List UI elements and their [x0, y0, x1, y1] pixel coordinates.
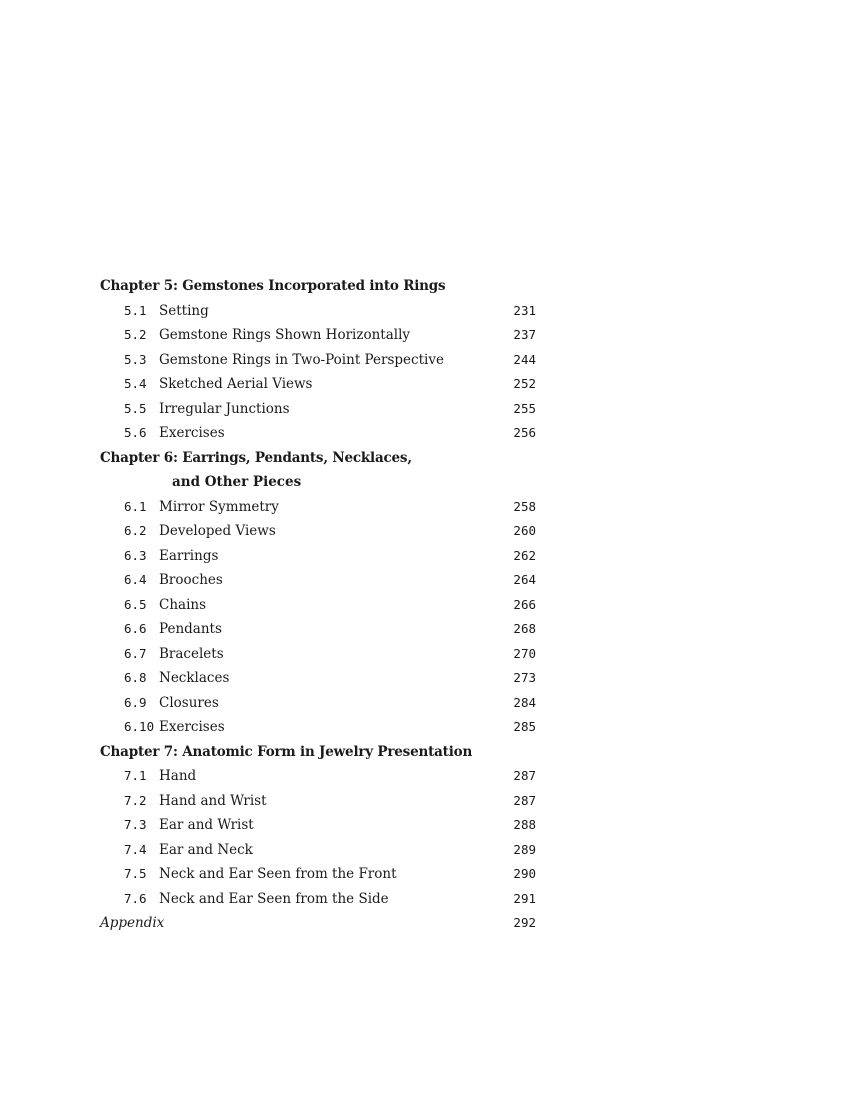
section-number: 6.7	[124, 645, 147, 661]
section-number: 5.6	[124, 425, 147, 440]
toc-entry[interactable]	[100, 397, 550, 422]
page-number: 270	[513, 645, 536, 661]
page-number: 273	[513, 670, 536, 685]
toc-entry[interactable]	[100, 715, 550, 740]
section-title: Gemstone Rings in Two-Point Perspective	[159, 351, 444, 368]
page-number: 237	[513, 327, 536, 342]
section-number: 6.10	[124, 719, 155, 734]
section-title: Brooches	[159, 572, 223, 588]
section-number: 6.3	[124, 547, 147, 563]
toc-entry[interactable]	[100, 568, 550, 593]
section-title: Neck and Ear Seen from the Front	[159, 866, 397, 882]
page-number: 244	[513, 351, 536, 367]
section-number: 7.2	[124, 792, 147, 808]
appendix-title: Appendix	[100, 915, 165, 931]
toc-entry[interactable]	[100, 421, 550, 446]
section-number: 6.4	[124, 572, 147, 587]
chapter-5-title: Chapter 5: Gemstones Incorporated into Rings	[100, 278, 446, 294]
toc-entry[interactable]	[100, 348, 550, 373]
toc-entry[interactable]	[100, 666, 550, 691]
toc-entry[interactable]	[100, 544, 550, 569]
toc-entry[interactable]	[100, 495, 550, 520]
page-number: 291	[513, 890, 536, 906]
section-number: 7.5	[124, 866, 147, 881]
section-title: Necklaces	[159, 670, 230, 686]
toc-entry[interactable]	[100, 372, 550, 397]
section-title: Ear and Wrist	[159, 817, 254, 833]
chapter-6-title: Chapter 6: Earrings, Pendants, Necklaces,	[100, 449, 412, 466]
section-number: 6.5	[124, 596, 147, 612]
chapter-6-title-continued: and Other Pieces	[172, 474, 302, 490]
section-title: Ear and Neck	[159, 841, 253, 858]
section-title: Exercises	[159, 719, 225, 735]
toc-entry[interactable]	[100, 691, 550, 716]
chapter-7-title: Chapter 7: Anatomic Form in Jewelry Presentation	[100, 743, 473, 760]
section-number: 5.4	[124, 376, 147, 391]
section-number: 6.6	[124, 621, 147, 636]
section-title: Neck and Ear Seen from the Side	[159, 890, 389, 907]
page-number: 255	[513, 400, 536, 416]
page-number: 264	[513, 572, 536, 587]
section-number: 6.2	[124, 523, 147, 538]
page-number: 260	[513, 523, 536, 538]
section-title: Setting	[159, 302, 209, 319]
toc-entry[interactable]	[100, 323, 550, 348]
section-number: 5.2	[124, 327, 147, 342]
page-number: 231	[513, 302, 536, 318]
page-number: 285	[513, 719, 536, 734]
toc-entry[interactable]	[100, 789, 550, 814]
section-number: 7.4	[124, 841, 147, 857]
page-number: 292	[513, 915, 536, 930]
section-number: 7.1	[124, 768, 147, 783]
section-number: 7.3	[124, 817, 147, 832]
section-number: 6.9	[124, 694, 147, 710]
toc-entry[interactable]	[100, 299, 550, 324]
page-number: 287	[513, 768, 536, 783]
page-number: 289	[513, 841, 536, 857]
section-title: Exercises	[159, 425, 225, 441]
toc-entry[interactable]	[100, 519, 550, 544]
page-number: 266	[513, 596, 536, 612]
section-number: 6.1	[124, 498, 147, 514]
toc-entry[interactable]	[100, 862, 550, 887]
section-title: Closures	[159, 694, 219, 711]
section-title: Earrings	[159, 547, 219, 564]
toc-entry[interactable]	[100, 617, 550, 642]
section-number: 7.6	[124, 890, 147, 906]
section-number: 6.8	[124, 670, 147, 685]
section-title: Pendants	[159, 621, 222, 637]
toc-entry-appendix[interactable]	[100, 911, 550, 936]
page-number: 290	[513, 866, 536, 881]
section-title: Gemstone Rings Shown Horizontally	[159, 327, 411, 343]
page-number: 284	[513, 694, 536, 710]
toc-entry[interactable]	[100, 642, 550, 667]
page-number: 258	[513, 498, 536, 514]
toc-entry[interactable]	[100, 593, 550, 618]
section-number: 5.3	[124, 351, 147, 367]
page-number: 252	[513, 376, 536, 391]
page-number: 287	[513, 792, 536, 808]
section-title: Mirror Symmetry	[159, 498, 279, 515]
section-title: Hand and Wrist	[159, 792, 267, 809]
toc-entry[interactable]	[100, 813, 550, 838]
toc-entry[interactable]	[100, 887, 550, 912]
section-title: Bracelets	[159, 645, 224, 662]
section-title: Developed Views	[159, 523, 276, 539]
page-number: 256	[513, 425, 536, 440]
page-number: 288	[513, 817, 536, 832]
toc-entry[interactable]	[100, 764, 550, 789]
section-title: Irregular Junctions	[159, 400, 290, 417]
section-number: 5.1	[124, 302, 147, 318]
toc-entry[interactable]	[100, 838, 550, 863]
section-title: Sketched Aerial Views	[159, 376, 313, 392]
page-number: 268	[513, 621, 536, 636]
page-number: 262	[513, 547, 536, 563]
section-number: 5.5	[124, 400, 147, 416]
table-of-contents	[100, 274, 550, 936]
section-title: Hand	[159, 768, 197, 784]
section-title: Chains	[159, 596, 207, 613]
